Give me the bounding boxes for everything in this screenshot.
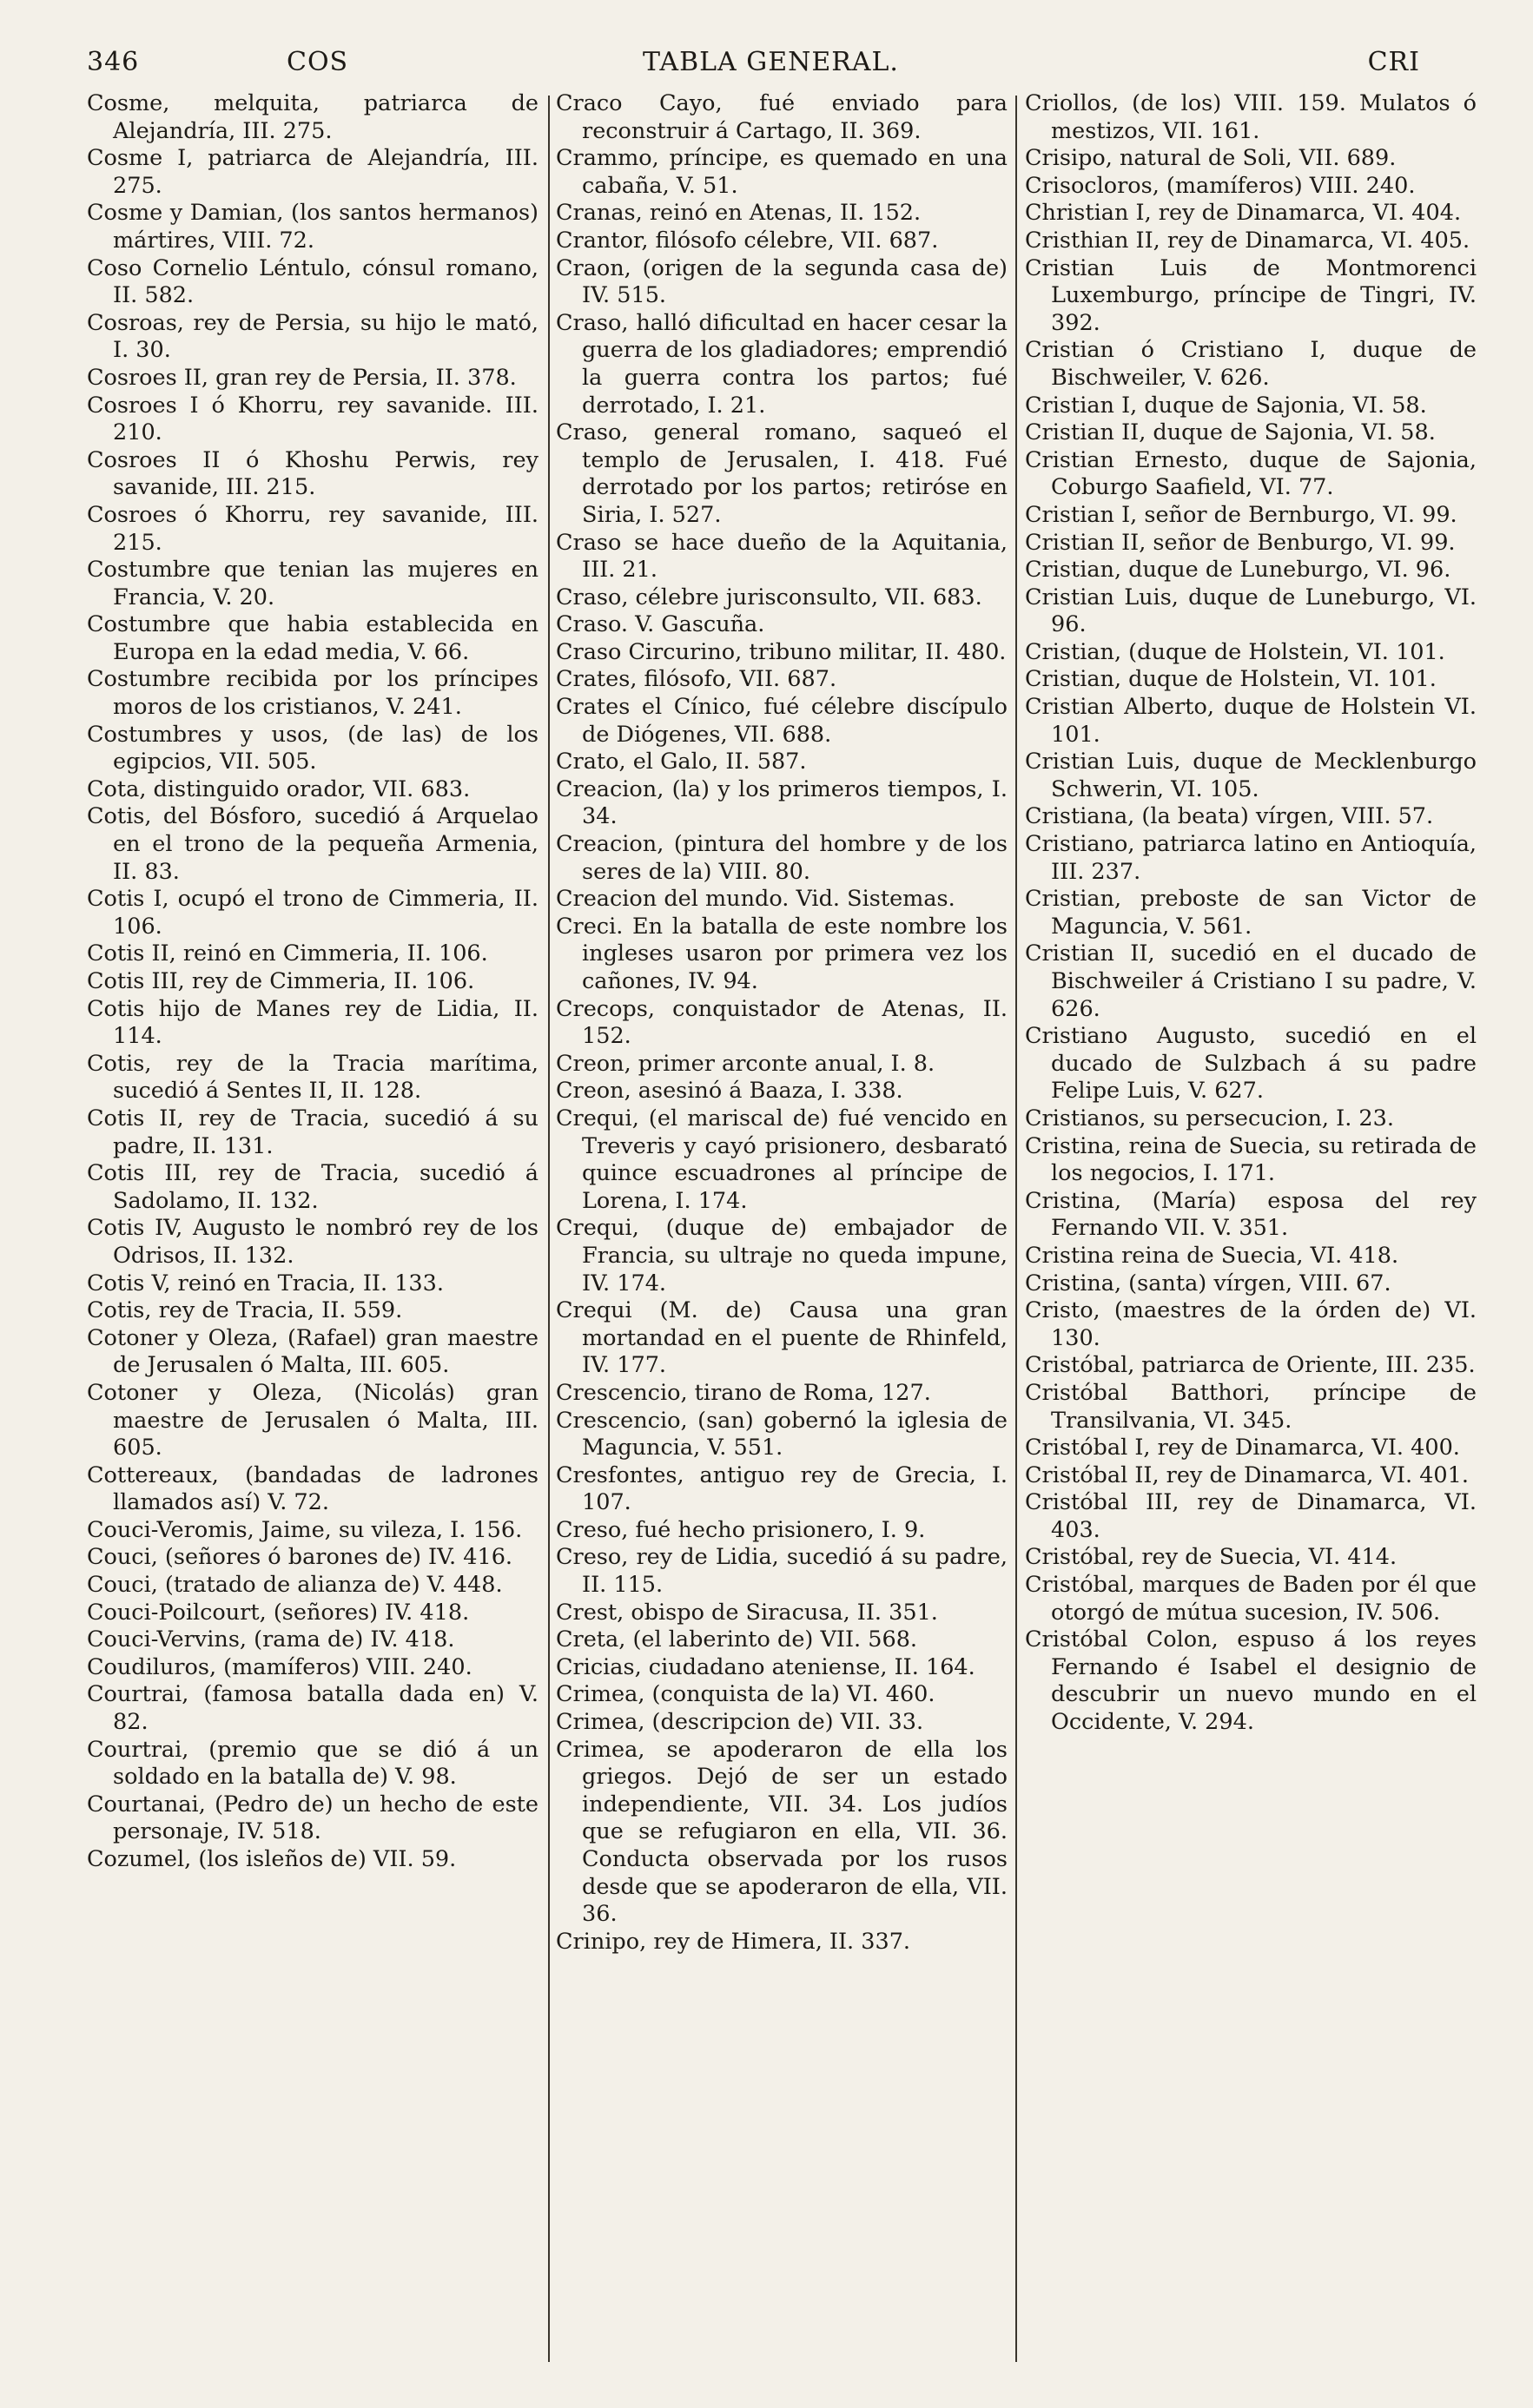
index-entry: Costumbre recibida por los príncipes moros de los cristianos, V. 241.: [87, 666, 539, 721]
index-entry: Cristina, (santa) vírgen, VIII. 67.: [1025, 1270, 1391, 1296]
index-entry: Couci-Poilcourt, (señores) IV. 418.: [87, 1599, 470, 1626]
index-entry: Creacion del mundo. Vid. Sistemas.: [556, 886, 955, 913]
index-entry: Cristóbal I, rey de Dinamarca, VI. 400.: [1025, 1435, 1460, 1461]
index-entry: Cristian Ernesto, duque de Sajonia, Coburgo Saafield, VI. 77.: [1025, 446, 1477, 501]
index-entry: Creso, rey de Lidia, sucedió á su padre, II. 115.: [556, 1544, 1008, 1599]
index-entry: Cricias, ciudadano ateniense, II. 164.: [556, 1653, 975, 1680]
index-entry: Couci-Vervins, (rama de) IV. 418.: [87, 1626, 455, 1653]
index-entry: Cristian II, duque de Sajonia, VI. 58.: [1025, 419, 1436, 446]
index-entry: Creso, fué hecho prisionero, I. 9.: [556, 1516, 926, 1543]
index-entry: Crantor, filósofo célebre, VII. 687.: [556, 227, 939, 254]
index-column-1: [87, 90, 539, 2383]
index-entry: Cristian ó Cristiano I, duque de Bischweiler, V. 626.: [1025, 337, 1477, 391]
index-entry: Crates, filósofo, VII. 687.: [556, 666, 837, 693]
index-entry: Cotis, rey de Tracia, II. 559.: [87, 1297, 403, 1324]
index-entry: Coso Cornelio Léntulo, cónsul romano, II. 582.: [87, 254, 539, 309]
index-entry: Courtrai, (premio que se dió á un soldado en la batalla de) V. 98.: [87, 1736, 539, 1791]
index-entry: Craco Cayo, fué enviado para reconstruir á Cartago, II. 369.: [556, 90, 1008, 144]
index-entry: Cotis, rey de la Tracia marítima, sucedió á Sentes II, II. 128.: [87, 1050, 539, 1105]
index-entry: Cotis hijo de Manes rey de Lidia, II. 114.: [87, 995, 539, 1050]
index-entry: Creacion, (la) y los primeros tiempos, I. 34.: [556, 775, 1008, 830]
page-number: 346: [87, 47, 140, 77]
index-entry: Courtrai, (famosa batalla dada en) V. 82.: [87, 1681, 539, 1736]
index-entry: Couci, (señores ó barones de) IV. 416.: [87, 1544, 513, 1571]
index-entry: Cristiano, patriarca latino en Antioquía, III. 237.: [1025, 831, 1477, 885]
index-entry: Cristhian II, rey de Dinamarca, VI. 405.: [1025, 227, 1470, 254]
index-entry: Coudiluros, (mamíferos) VIII. 240.: [87, 1653, 472, 1680]
header-left-guideword: COS: [287, 47, 349, 77]
index-entry: Cristóbal, marques de Baden por él que otorgó de mútua sucesion, IV. 506.: [1025, 1572, 1477, 1626]
index-entry: Cotis V, reinó en Tracia, II. 133.: [87, 1270, 444, 1296]
index-entry: Cresfontes, antiguo rey de Grecia, I. 107.: [556, 1461, 1008, 1516]
index-entry: Crisocloros, (mamíferos) VIII. 240.: [1025, 172, 1416, 199]
index-entry: Cristianos, su persecucion, I. 23.: [1025, 1105, 1394, 1131]
index-entry: Cristina, reina de Suecia, su retirada de los negocios, I. 171.: [1025, 1132, 1477, 1187]
index-entry: Cristian, duque de Luneburgo, VI. 96.: [1025, 557, 1451, 584]
index-entry: Cotis IV, Augusto le nombró rey de los Odrisos, II. 132.: [87, 1215, 539, 1269]
index-entry: Cotis II, rey de Tracia, sucedió á su padre, II. 131.: [87, 1105, 539, 1159]
index-entry: Crammo, príncipe, es quemado en una cabaña, V. 51.: [556, 145, 1008, 199]
index-entry: Cranas, reinó en Atenas, II. 152.: [556, 200, 922, 227]
page-header: [87, 47, 1455, 85]
index-entry: Crecops, conquistador de Atenas, II. 152.: [556, 995, 1008, 1050]
index-entry: Creci. En la batalla de este nombre los ingleses usaron por primera vez los cañones, IV. 94.: [556, 913, 1008, 994]
index-entry: Couci, (tratado de alianza de) V. 448.: [87, 1572, 503, 1599]
index-entry: Cota, distinguido orador, VII. 683.: [87, 775, 471, 802]
index-entry: Cristian, duque de Holstein, VI. 101.: [1025, 666, 1437, 693]
index-entry: Cotis II, reinó en Cimmeria, II. 106.: [87, 940, 488, 967]
index-entry: Craso, célebre jurisconsulto, VII. 683.: [556, 584, 982, 610]
index-entry: Cotoner y Oleza, (Rafael) gran maestre de Jerusalen ó Malta, III. 605.: [87, 1324, 539, 1379]
index-entry: Costumbre que tenian las mujeres en Francia, V. 20.: [87, 557, 539, 610]
index-entry: Cozumel, (los isleños de) VII. 59.: [87, 1846, 457, 1872]
column-divider: [1015, 96, 1017, 2362]
index-entry: Crates el Cínico, fué célebre discípulo de Diógenes, VII. 688.: [556, 694, 1008, 748]
index-entry: Cristian Luis, duque de Luneburgo, VI. 96.: [1025, 584, 1477, 638]
index-entry: Craso se hace dueño de la Aquitania, III. 21.: [556, 529, 1008, 584]
index-entry: Creta, (el laberinto de) VII. 568.: [556, 1626, 918, 1653]
index-entry: Cristian I, señor de Bernburgo, VI. 99.: [1025, 501, 1457, 528]
index-entry: Crimea, se apoderaron de ella los griegos. Dejó de ser un estado independiente, VII. 34. Los judíos que se refugiaron en ella, VII. 36. Conducta observada por los rusos desde que se apoderaron de ella, VII. 36.: [556, 1736, 1008, 1928]
index-entry: Cristina, (María) esposa del rey Fernando VII. V. 351.: [1025, 1187, 1477, 1242]
index-entry: Cotis III, rey de Cimmeria, II. 106.: [87, 968, 475, 994]
index-column-2: [556, 90, 1008, 2383]
index-entry: Crinipo, rey de Himera, II. 337.: [556, 1928, 911, 1955]
index-entry: Cosroes ó Khorru, rey savanide, III. 215.: [87, 501, 539, 556]
index-entry: Cristian, (duque de Holstein, VI. 101.: [1025, 638, 1445, 665]
index-entry: Courtanai, (Pedro de) un hecho de este personaje, IV. 518.: [87, 1791, 539, 1845]
index-entry: Cristian Luis de Montmorenci Luxemburgo, príncipe de Tingri, IV. 392.: [1025, 254, 1477, 336]
index-entry: Cristian II, sucedió en el ducado de Bischweiler á Cristiano I su padre, V. 626.: [1025, 940, 1477, 1022]
index-entry: Crato, el Galo, II. 587.: [556, 749, 807, 775]
index-entry: Craon, (origen de la segunda casa de) IV. 515.: [556, 254, 1008, 309]
header-right-guideword: CRI: [1367, 47, 1420, 77]
index-entry: Cosme, melquita, patriarca de Alejandría, III. 275.: [87, 90, 539, 144]
column-divider: [548, 96, 550, 2362]
index-entry: Cristóbal II, rey de Dinamarca, VI. 401.: [1025, 1461, 1469, 1488]
index-entry: Criollos, (de los) VIII. 159. Mulatos ó mestizos, VII. 161.: [1025, 90, 1477, 144]
index-entry: Costumbres y usos, (de las) de los egipcios, VII. 505.: [87, 721, 539, 775]
index-columns: [87, 90, 1477, 2383]
index-entry: Cristina reina de Suecia, VI. 418.: [1025, 1242, 1399, 1269]
header-title: TABLA GENERAL.: [643, 47, 899, 77]
index-entry: Cristóbal III, rey de Dinamarca, VI. 403.: [1025, 1489, 1477, 1543]
index-entry: Cosroes II ó Khoshu Perwis, rey savanide, III. 215.: [87, 446, 539, 501]
index-entry: Creon, asesinó á Baaza, I. 338.: [556, 1078, 903, 1105]
index-entry: Cristóbal Batthori, príncipe de Transilvania, VI. 345.: [1025, 1379, 1477, 1434]
index-entry: Cristian Alberto, duque de Holstein VI. 101.: [1025, 694, 1477, 748]
index-entry: Cristian Luis, duque de Mecklenburgo Schwerin, VI. 105.: [1025, 749, 1477, 802]
index-entry: Crequi (M. de) Causa una gran mortandad en el puente de Rhinfeld, IV. 177.: [556, 1297, 1008, 1379]
index-entry: Crest, obispo de Siracusa, II. 351.: [556, 1599, 938, 1626]
index-entry: Crimea, (descripcion de) VII. 33.: [556, 1709, 924, 1736]
index-entry: Cosme I, patriarca de Alejandría, III. 275.: [87, 145, 539, 199]
index-entry: Cotoner y Oleza, (Nicolás) gran maestre de Jerusalen ó Malta, III. 605.: [87, 1379, 539, 1461]
index-entry: Cristiano Augusto, sucedió en el ducado de Sulzbach á su padre Felipe Luis, V. 627.: [1025, 1023, 1477, 1105]
index-entry: Craso Circurino, tribuno militar, II. 480.: [556, 638, 1007, 665]
index-entry: Crisipo, natural de Soli, VII. 689.: [1025, 145, 1397, 172]
index-column-3: [1025, 90, 1477, 2383]
index-entry: Cotis III, rey de Tracia, sucedió á Sadolamo, II. 132.: [87, 1160, 539, 1214]
index-entry: Craso, halló dificultad en hacer cesar la guerra de los gladiadores; emprendió la guerra contra los partos; fué derrotado, I. 21.: [556, 309, 1008, 419]
index-entry: Christian I, rey de Dinamarca, VI. 404.: [1025, 200, 1462, 227]
index-entry: Cottereaux, (bandadas de ladrones llamados así) V. 72.: [87, 1461, 539, 1516]
index-entry: Cosroas, rey de Persia, su hijo le mató, I. 30.: [87, 309, 539, 364]
index-entry: Cristóbal, patriarca de Oriente, III. 235.: [1025, 1352, 1476, 1379]
index-entry: Cristo, (maestres de la órden de) VI. 130.: [1025, 1297, 1477, 1351]
index-entry: Costumbre que habia establecida en Europa en la edad media, V. 66.: [87, 611, 539, 665]
index-entry: Crescencio, (san) gobernó la iglesia de Maguncia, V. 551.: [556, 1407, 1008, 1461]
index-entry: Crequi, (duque de) embajador de Francia, su ultraje no queda impune, IV. 174.: [556, 1215, 1008, 1296]
index-entry: Cotis I, ocupó el trono de Cimmeria, II. 106.: [87, 886, 539, 940]
index-entry: Craso. V. Gascuña.: [556, 611, 765, 638]
index-entry: Craso, general romano, saqueó el templo de Jerusalen, I. 418. Fué derrotado por los partos; retiróse en Siria, I. 527.: [556, 419, 1008, 528]
index-entry: Creacion, (pintura del hombre y de los seres de la) VIII. 80.: [556, 831, 1008, 885]
index-entry: Cosroes I ó Khorru, rey savanide. III. 210.: [87, 392, 539, 446]
index-entry: Creon, primer arconte anual, I. 8.: [556, 1050, 935, 1077]
index-entry: Cosroes II, gran rey de Persia, II. 378.: [87, 364, 517, 391]
index-entry: Cristian, preboste de san Victor de Maguncia, V. 561.: [1025, 886, 1477, 940]
index-entry: Crescencio, tirano de Roma, 127.: [556, 1379, 931, 1406]
index-entry: Cristóbal Colon, espuso á los reyes Fernando é Isabel el designio de descubrir un nuevo mundo en el Occidente, V. 294.: [1025, 1626, 1477, 1736]
index-entry: Crequi, (el mariscal de) fué vencido en Treveris y cayó prisionero, desbarató quince escuadrones al príncipe de Lorena, I. 174.: [556, 1105, 1008, 1214]
index-entry: Crimea, (conquista de la) VI. 460.: [556, 1681, 935, 1708]
index-entry: Cristóbal, rey de Suecia, VI. 414.: [1025, 1544, 1398, 1571]
index-entry: Cristiana, (la beata) vírgen, VIII. 57.: [1025, 803, 1434, 830]
index-entry: Cosme y Damian, (los santos hermanos) mártires, VIII. 72.: [87, 200, 539, 254]
index-entry: Couci-Veromis, Jaime, su vileza, I. 156.: [87, 1516, 523, 1543]
index-entry: Cristian I, duque de Sajonia, VI. 58.: [1025, 392, 1427, 419]
index-entry: Cristian II, señor de Benburgo, VI. 99.: [1025, 529, 1456, 556]
index-entry: Cotis, del Bósforo, sucedió á Arquelao en el trono de la pequeña Armenia, II. 83.: [87, 803, 539, 885]
